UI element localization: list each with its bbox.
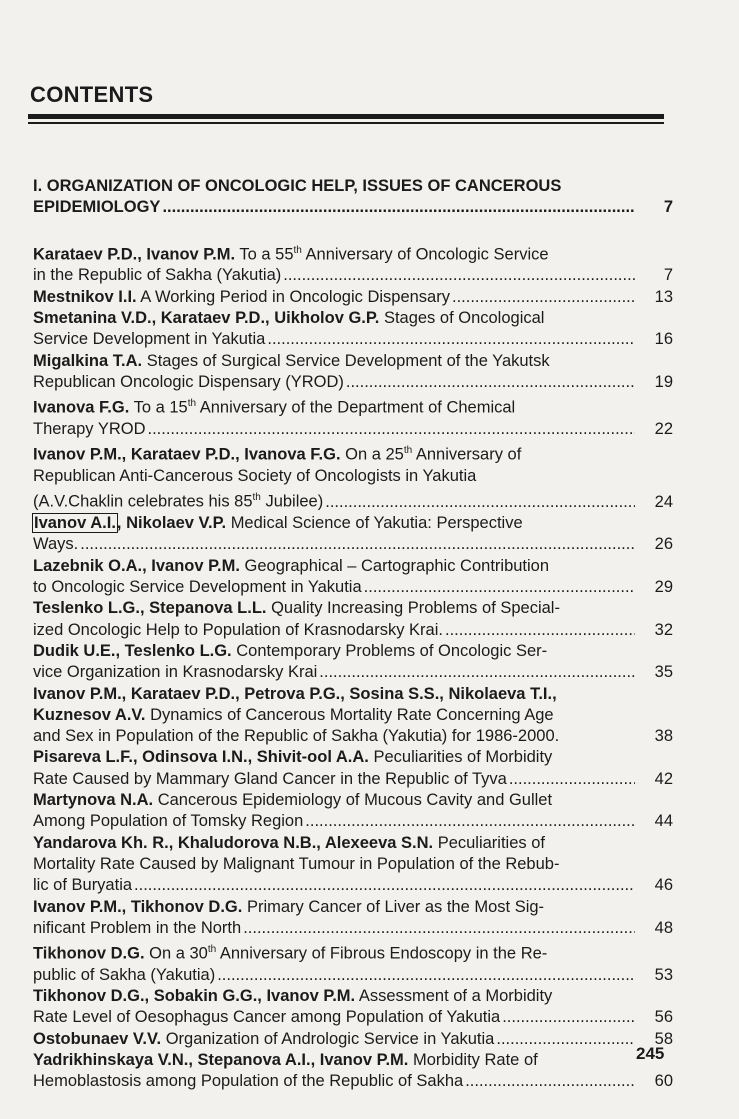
entry-page-number: 7 <box>663 266 673 285</box>
entry-line-text: Therapy YROD <box>33 419 146 438</box>
entry-line-text: nificant Problem in the North <box>33 918 242 937</box>
leader-dots <box>325 492 635 513</box>
entry-line-text: Ways. <box>33 535 79 554</box>
entry-authors: Martynova N.A. <box>33 791 154 810</box>
entry-first-line: Ostobunaev V.V. Organization of Andrologic Service in Yakutia <box>33 1029 495 1048</box>
entry-line-text: to Oncologic Service Development in Yakutia <box>33 578 362 597</box>
section-page-number: 7 <box>663 198 673 217</box>
leader-dots <box>267 329 635 350</box>
entry-line <box>33 620 673 641</box>
toc-entry[interactable] <box>33 897 673 940</box>
toc-entry[interactable] <box>33 598 673 641</box>
toc-section[interactable] <box>33 176 673 219</box>
entry-page-number: 58 <box>654 1029 673 1048</box>
section-title-line1: I. ORGANIZATION OF ONCOLOGIC HELP, ISSUES OF CANCEROUS <box>33 177 562 195</box>
entry-line <box>33 747 673 768</box>
entry-line <box>33 897 673 918</box>
entry-line-text: in the Republic of Sakha (Yakutia) <box>33 266 282 285</box>
entry-first-line: Ivanov P.M., Tikhonov D.G. Primary Cancer of Liver as the Most Sig- <box>33 897 545 916</box>
entry-line <box>33 875 673 896</box>
heading-rule-thin <box>28 122 664 124</box>
entry-page-number: 38 <box>654 727 673 746</box>
entry-authors: Tikhonov D.G. <box>33 944 145 963</box>
entry-line <box>33 790 673 811</box>
entry-line-text: (A.V.Chaklin celebrates his 85th Jubilee) <box>33 492 324 511</box>
entry-page-number: 13 <box>654 287 673 306</box>
entry-page-number: 32 <box>654 620 673 639</box>
entry-line-text: and Sex in Population of the Republic of Sakha (Yakutia) for 1986-2000. <box>33 727 560 746</box>
leader-dots <box>80 534 635 555</box>
entry-line <box>33 1050 673 1071</box>
toc-entry[interactable] <box>33 684 673 748</box>
toc-entry[interactable] <box>33 1029 673 1050</box>
leader-dots <box>243 918 635 939</box>
entry-authors: Ivanov P.M., Karataev P.D., Ivanova F.G. <box>33 445 341 464</box>
entry-line <box>33 419 673 440</box>
entry-line-text: Among Population of Tomsky Region <box>33 812 304 831</box>
entry-first-line: Migalkina T.A. Stages of Surgical Service Development of the Yakutsk <box>33 351 550 370</box>
leader-dots <box>283 265 635 286</box>
entry-line <box>33 308 673 329</box>
entry-line <box>33 577 673 598</box>
ordinal-suffix: th <box>293 244 302 256</box>
toc-entry[interactable] <box>33 747 673 790</box>
entry-line <box>33 265 673 286</box>
entry-authors: Pisareva L.F., Odinsova I.N., Shivit-ool A.A. <box>33 748 369 767</box>
entry-authors: Teslenko L.G., Stepanova L.L. <box>33 599 267 618</box>
leader-dots <box>148 419 636 440</box>
entry-line <box>33 351 673 372</box>
entry-line <box>33 534 673 555</box>
entry-authors-cont: Kuznesov A.V. <box>33 705 146 724</box>
entry-page-number: 29 <box>654 578 673 597</box>
entry-line <box>33 684 673 705</box>
entry-line-text: Rate Level of Oesophagus Cancer among Population of Yakutia <box>33 1008 501 1027</box>
entry-first-line: Karataev P.D., Ivanov P.M. To a 55th Anniversary of Oncologic Service <box>33 244 549 264</box>
table-of-contents <box>33 176 673 1093</box>
leader-dots <box>452 287 635 308</box>
leader-dots <box>319 662 635 683</box>
entry-line <box>33 854 673 875</box>
entry-page-number: 46 <box>654 876 673 895</box>
entry-page-number: 44 <box>654 812 673 831</box>
entry-line <box>33 811 673 832</box>
entry-authors: Migalkina T.A. <box>33 351 143 370</box>
entry-first-line: Tikhonov D.G. On a 30th Anniversary of Fibrous Endoscopy in the Re- <box>33 944 548 963</box>
entry-page-number: 56 <box>654 1008 673 1027</box>
entry-line <box>33 287 673 308</box>
entry-first-line: Yandarova Kh. R., Khaludorova N.B., Alexeeva S.N. Peculiarities of <box>33 833 545 852</box>
entry-first-line: Pisareva L.F., Odinsova I.N., Shivit-ool A.A. Peculiarities of Morbidity <box>33 748 553 767</box>
entry-authors: Ostobunaev V.V. <box>33 1029 162 1048</box>
entry-first-line: Teslenko L.G., Stepanova L.L. Quality Increasing Problems of Special- <box>33 599 560 618</box>
entry-authors: Dudik U.E., Teslenko L.G. <box>33 641 232 660</box>
entry-line <box>33 1007 673 1028</box>
entry-page-number: 60 <box>654 1072 673 1091</box>
entry-line <box>33 986 673 1007</box>
entry-authors: Mestnikov I.I. <box>33 287 137 306</box>
ordinal-suffix: th <box>207 944 217 956</box>
leader-dots <box>502 1007 635 1028</box>
entry-line <box>33 240 673 266</box>
ordinal-suffix: th <box>403 445 413 457</box>
entry-page-number: 42 <box>654 769 673 788</box>
page-number: 245 <box>636 1044 665 1063</box>
entry-line <box>33 769 673 790</box>
entry-line-text: Service Development in Yakutia <box>33 330 266 349</box>
entry-first-line: Mestnikov I.I. A Working Period in Oncologic Dispensary <box>33 287 450 306</box>
toc-entry[interactable] <box>33 556 673 599</box>
toc-entry[interactable] <box>33 240 673 287</box>
entry-line <box>33 641 673 662</box>
toc-entry[interactable] <box>33 641 673 684</box>
toc-entry[interactable] <box>33 513 673 556</box>
entry-line-text: vice Organization in Krasnodarsky Krai <box>33 663 318 682</box>
entry-line-text: ized Oncologic Help to Population of Krasnodarsky Krai. <box>33 620 443 639</box>
entry-first-line: Ivanova F.G. To a 15th Anniversary of the Department of Chemical <box>33 398 516 417</box>
entry-first-line: Tikhonov D.G., Sobakin G.G., Ivanov P.M. Assessment of a Morbidity <box>33 987 553 1006</box>
entry-authors: Yandarova Kh. R., Khaludorova N.B., Alexeeva S.N. <box>33 833 434 852</box>
entry-first-line: Ivanov P.M., Karataev P.D., Ivanova F.G. On a 25th Anniversary of <box>33 445 522 464</box>
heading-rule-thick <box>28 114 664 119</box>
entry-first-line: Smetanina V.D., Karataev P.D., Uikholov G.P. Stages of Oncological <box>33 308 545 327</box>
entry-line-text: public of Sakha (Yakutia) <box>33 965 216 984</box>
section-title-line2: EPIDEMIOLOGY <box>33 198 161 217</box>
entry-line <box>33 1071 673 1092</box>
leader-dots <box>364 577 635 598</box>
leader-dots <box>162 197 635 218</box>
entry-page-number: 22 <box>654 419 673 438</box>
entry-line <box>33 466 673 487</box>
toc-entry[interactable] <box>33 833 673 897</box>
toc-entry[interactable] <box>33 986 673 1029</box>
entry-page-number: 24 <box>654 492 673 511</box>
entry-author-boxed: Ivanov A.I. <box>34 514 116 533</box>
entry-line-text: Mortality Rate Caused by Malignant Tumour in Population of the Rebub- <box>33 854 560 873</box>
entry-line-text: Hemoblastosis among Population of the Republic of Sakha <box>33 1072 464 1091</box>
entry-line <box>33 833 673 854</box>
entry-first-line <box>33 684 557 705</box>
leader-dots <box>496 1029 635 1050</box>
entry-line <box>33 440 673 466</box>
entry-line <box>33 705 673 726</box>
toc-entry[interactable] <box>33 939 673 986</box>
toc-entry[interactable] <box>33 287 673 308</box>
entry-authors: Smetanina V.D., Karataev P.D., Uikholov G.P. <box>33 308 380 327</box>
contents-heading: CONTENTS <box>30 82 154 107</box>
toc-entry[interactable] <box>33 790 673 833</box>
entry-first-line: Ivanov A.I., Nikolaev V.P. Medical Science of Yakutia: Perspective <box>34 514 523 533</box>
entry-line-text: lic of Buryatia <box>33 876 133 895</box>
toc-entry[interactable] <box>33 1050 673 1093</box>
entry-authors: Ivanov P.M., Tikhonov D.G. <box>33 897 243 916</box>
entry-line-text: Kuznesov A.V. Dynamics of Cancerous Mortality Rate Concerning Age <box>33 705 554 724</box>
ordinal-suffix: th <box>187 398 197 410</box>
entry-line <box>33 393 673 419</box>
entry-authors: Ivanov P.M., Karataev P.D., Petrova P.G., Sosina S.S., Nikolaeva T.I., <box>33 684 557 703</box>
entry-first-line: Lazebnik O.A., Ivanov P.M. Geographical – Cartographic Contribution <box>33 556 550 575</box>
toc-entry[interactable] <box>33 308 673 351</box>
leader-dots <box>134 875 635 896</box>
leader-dots <box>217 965 635 986</box>
entry-page-number: 35 <box>654 663 673 682</box>
toc-entry[interactable] <box>33 351 673 394</box>
entry-line <box>33 513 673 534</box>
entry-authors: Ivanova F.G. <box>33 398 130 417</box>
entry-authors: Yadrikhinskaya V.N., Stepanova A.I., Ivanov P.M. <box>33 1051 409 1070</box>
entry-page-number: 19 <box>654 372 673 391</box>
leader-dots <box>465 1071 635 1092</box>
entry-line-text: Republican Anti-Cancerous Society of Oncologists in Yakutia <box>33 467 477 486</box>
entry-line <box>33 598 673 619</box>
entry-page-number: 48 <box>654 918 673 937</box>
entry-authors: , Nikolaev V.P. <box>116 514 227 533</box>
entry-first-line: Dudik U.E., Teslenko L.G. Contemporary Problems of Oncologic Ser- <box>33 641 548 660</box>
ordinal-suffix: th <box>252 492 261 504</box>
entry-page-number: 16 <box>654 330 673 349</box>
entry-line-text: Republican Oncologic Dispensary (YROD) <box>33 372 344 391</box>
leader-dots <box>305 811 635 832</box>
entry-line <box>33 965 673 986</box>
entry-line <box>33 372 673 393</box>
leader-dots <box>346 372 635 393</box>
entry-authors: Lazebnik O.A., Ivanov P.M. <box>33 556 240 575</box>
entry-page-number: 53 <box>654 965 673 984</box>
entry-authors: Tikhonov D.G., Sobakin G.G., Ivanov P.M. <box>33 987 356 1006</box>
entry-page-number: 26 <box>654 535 673 554</box>
entry-line <box>33 939 673 965</box>
entry-line <box>33 1029 673 1050</box>
entry-first-line: Martynova N.A. Cancerous Epidemiology of Mucous Cavity and Gullet <box>33 791 553 810</box>
entry-line <box>33 662 673 683</box>
toc-entry[interactable] <box>33 393 673 440</box>
entry-line <box>33 726 673 747</box>
entry-authors: Karataev P.D., Ivanov P.M. <box>33 245 236 264</box>
entry-line <box>33 918 673 939</box>
entry-line <box>33 556 673 577</box>
entry-line <box>33 487 673 513</box>
entry-first-line: Yadrikhinskaya V.N., Stepanova A.I., Ivanov P.M. Morbidity Rate of <box>33 1051 538 1070</box>
entry-line <box>33 329 673 350</box>
entry-line-text: Rate Caused by Mammary Gland Cancer in the Republic of Tyva <box>33 769 507 788</box>
leader-dots <box>445 620 635 641</box>
leader-dots <box>509 769 635 790</box>
toc-entry[interactable] <box>33 440 673 513</box>
